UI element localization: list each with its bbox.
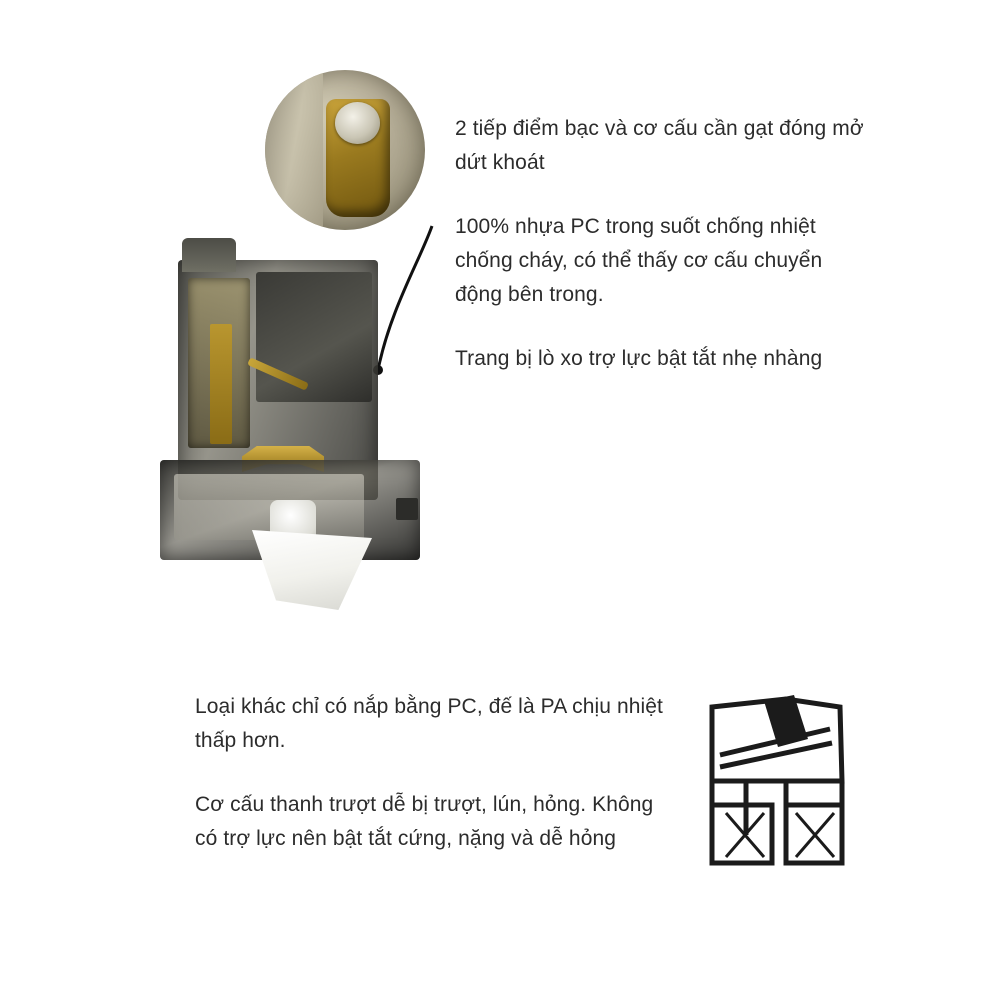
product-photo <box>120 40 450 600</box>
switch-side-tab <box>396 498 418 520</box>
feature-text-material: 100% nhựa PC trong suốt chống nhiệt chống cháy, có thể thấy cơ cấu chuyển động bên trong. <box>455 215 823 306</box>
bottom-text-column <box>195 690 665 856</box>
switch-cutaway-illustration <box>160 230 430 570</box>
switch-inner-block <box>256 272 372 402</box>
brass-terminal-bar <box>210 324 232 444</box>
silver-contact-closeup-circle <box>265 70 425 230</box>
switch-side-window <box>188 278 250 448</box>
switch-top-terminal <box>182 238 236 272</box>
white-rocker-paddle <box>252 530 372 610</box>
switch-clear-base-panel <box>174 474 364 540</box>
feature-text-spring: Trang bị lò xo trợ lực bật tắt nhẹ nhàng <box>455 347 823 370</box>
drawback-text-mechanism: Cơ cấu thanh trượt dễ bị trượt, lún, hỏng. Không có trợ lực nên bật tắt cứng, nặng và dễ hỏng <box>195 793 654 850</box>
drawback-text-material: Loại khác chỉ có nắp bằng PC, đế là PA chịu nhiệt thấp hơn. <box>195 695 663 752</box>
silver-contact-icon <box>335 102 380 144</box>
feature-text-contacts: 2 tiếp điểm bạc và cơ cấu cần gạt đóng mở dứt khoát <box>455 117 864 174</box>
top-text-column <box>455 112 875 376</box>
slider-switch-line-drawing <box>690 685 870 885</box>
